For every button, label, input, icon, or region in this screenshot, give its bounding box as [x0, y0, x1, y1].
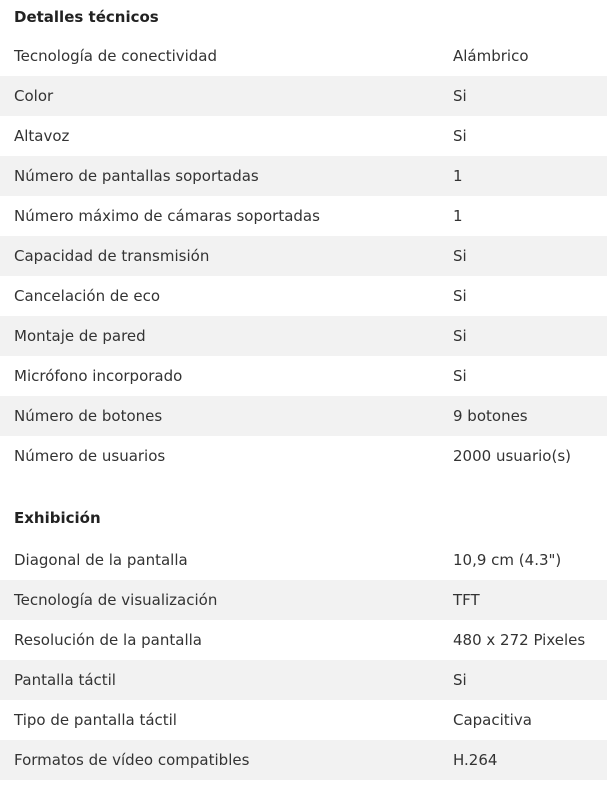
spec-label: Capacidad de transmisión [0, 236, 440, 276]
spec-row [0, 236, 607, 276]
spec-value: Si [440, 316, 607, 356]
spec-row [0, 620, 607, 660]
spec-value: Si [440, 660, 607, 700]
spec-row [0, 196, 607, 236]
spec-row [0, 276, 607, 316]
spec-row [0, 36, 607, 76]
spec-value: Si [453, 127, 467, 145]
spec-row [0, 76, 607, 116]
spec-row [0, 740, 607, 780]
spec-value: Si [453, 287, 467, 305]
spec-label: Micrófono incorporado [14, 367, 183, 385]
spec-label: Pantalla táctil [0, 660, 440, 700]
spec-label: Número de pantallas soportadas [0, 156, 440, 196]
spec-label: Diagonal de la pantalla [14, 551, 188, 569]
spec-value: 1 [453, 207, 463, 225]
section-title-exhibicion: Exhibición [14, 509, 101, 527]
spec-label: Número de botones [0, 396, 440, 436]
spec-value: TFT [440, 580, 607, 620]
spec-label: Tecnología de visualización [0, 580, 440, 620]
spec-value: 1 [440, 156, 607, 196]
spec-table-detalles-tecnicos [0, 36, 607, 476]
section-title-detalles-tecnicos: Detalles técnicos [14, 8, 159, 26]
spec-label: Montaje de pared [0, 316, 440, 356]
spec-row [0, 436, 607, 476]
spec-label: Color [0, 76, 440, 116]
spec-row [0, 396, 607, 436]
spec-label: Formatos de vídeo compatibles [0, 740, 440, 780]
spec-value: Alámbrico [453, 47, 529, 65]
spec-row [0, 116, 607, 156]
spec-value: 2000 usuario(s) [453, 447, 571, 465]
spec-table-exhibicion [0, 540, 607, 780]
spec-value: Si [440, 76, 607, 116]
spec-row [0, 580, 607, 620]
spec-value: Si [440, 236, 607, 276]
spec-row [0, 660, 607, 700]
spec-label: Tecnología de conectividad [14, 47, 218, 65]
spec-value: 480 x 272 Pixeles [453, 631, 586, 649]
spec-value: Capacitiva [453, 711, 532, 729]
spec-label: Tipo de pantalla táctil [14, 711, 177, 729]
spec-value: H.264 [440, 740, 607, 780]
spec-label: Cancelación de eco [14, 287, 161, 305]
spec-value: 10,9 cm (4.3") [453, 551, 562, 569]
spec-row [0, 356, 607, 396]
spec-label: Altavoz [14, 127, 70, 145]
spec-row [0, 156, 607, 196]
spec-label: Resolución de la pantalla [14, 631, 202, 649]
spec-row [0, 700, 607, 740]
spec-value: Si [453, 367, 467, 385]
spec-row [0, 540, 607, 580]
spec-row [0, 316, 607, 356]
spec-label: Número máximo de cámaras soportadas [14, 207, 320, 225]
spec-label: Número de usuarios [14, 447, 166, 465]
spec-value: 9 botones [440, 396, 607, 436]
